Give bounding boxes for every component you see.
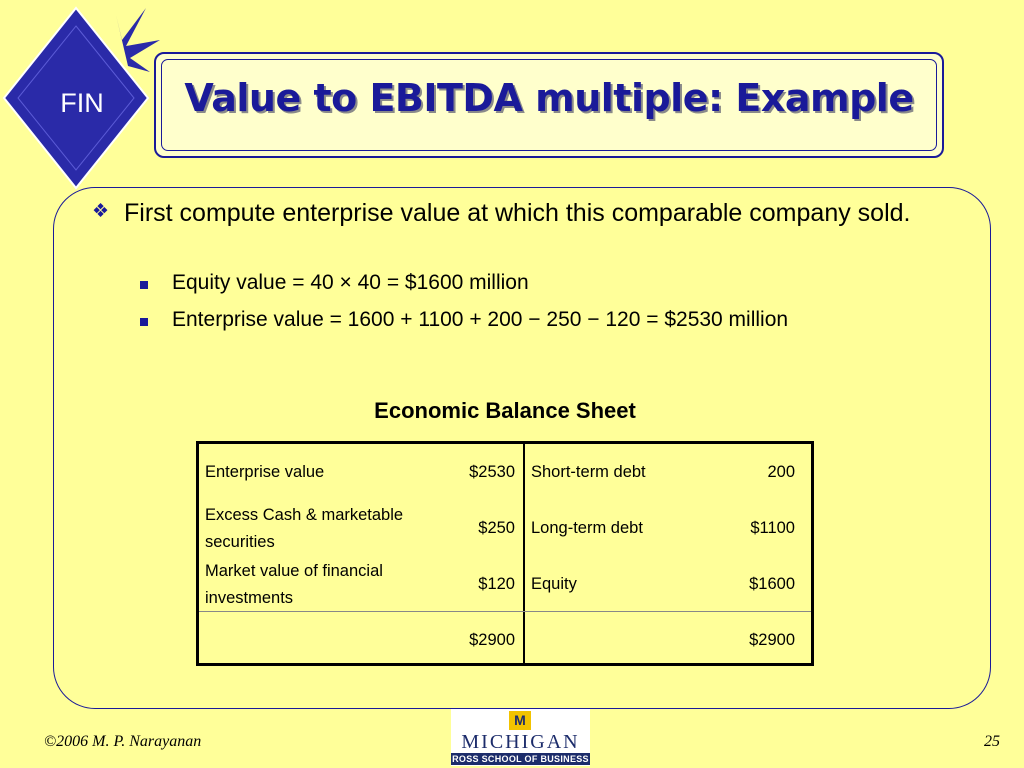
title-box (154, 52, 944, 158)
balance-sheet-table (196, 441, 814, 666)
balance-sheet-title: Economic Balance Sheet (374, 398, 636, 423)
left-value: $2530 (469, 463, 515, 481)
michigan-ross-logo (451, 709, 590, 766)
left-value: $120 (478, 575, 515, 593)
ross-school-label: ROSS SCHOOL OF BUSINESS (452, 754, 589, 764)
michigan-wordmark: MICHIGAN (461, 731, 580, 753)
bullet-main: First compute enterprise value at which this comparable company sold. (124, 199, 911, 227)
right-value: $1100 (750, 519, 795, 537)
right-label: Long-term debt (531, 519, 643, 537)
right-total-value: $2900 (749, 631, 795, 649)
table-row (199, 444, 811, 500)
left-label: Enterprise value (205, 463, 325, 481)
page-number: 25 (984, 733, 1000, 750)
right-label: Short-term debt (531, 463, 646, 481)
right-value: 200 (767, 463, 795, 481)
slide-title: Value to EBITDA multiple: Example (184, 76, 914, 120)
table-row (199, 556, 811, 612)
fin-logo-label: FIN (60, 88, 104, 118)
left-label: Excess Cash & marketable securities (205, 506, 404, 551)
right-label: Equity (531, 575, 577, 593)
left-value: $250 (478, 519, 515, 537)
table-row (199, 500, 811, 556)
sub-bullet-enterprise: Enterprise value = 1600 + 1100 + 200 − 250 − 120 = $2530 million (172, 308, 789, 331)
diamond-bullet-icon: ❖ (92, 201, 110, 222)
right-value: $1600 (749, 575, 795, 593)
footer-copyright: ©2006 M. P. Narayanan (44, 733, 202, 750)
left-total-value: $2900 (469, 631, 515, 649)
square-bullet-icon (140, 318, 148, 326)
michigan-m-badge: M (509, 711, 531, 730)
left-label: Market value of financial investments (205, 562, 383, 607)
square-bullet-icon (140, 281, 148, 289)
fin-diamond-logo (0, 0, 160, 190)
table-row-total (199, 612, 811, 668)
sub-bullet-equity: Equity value = 40 × 40 = $1600 million (172, 271, 529, 294)
